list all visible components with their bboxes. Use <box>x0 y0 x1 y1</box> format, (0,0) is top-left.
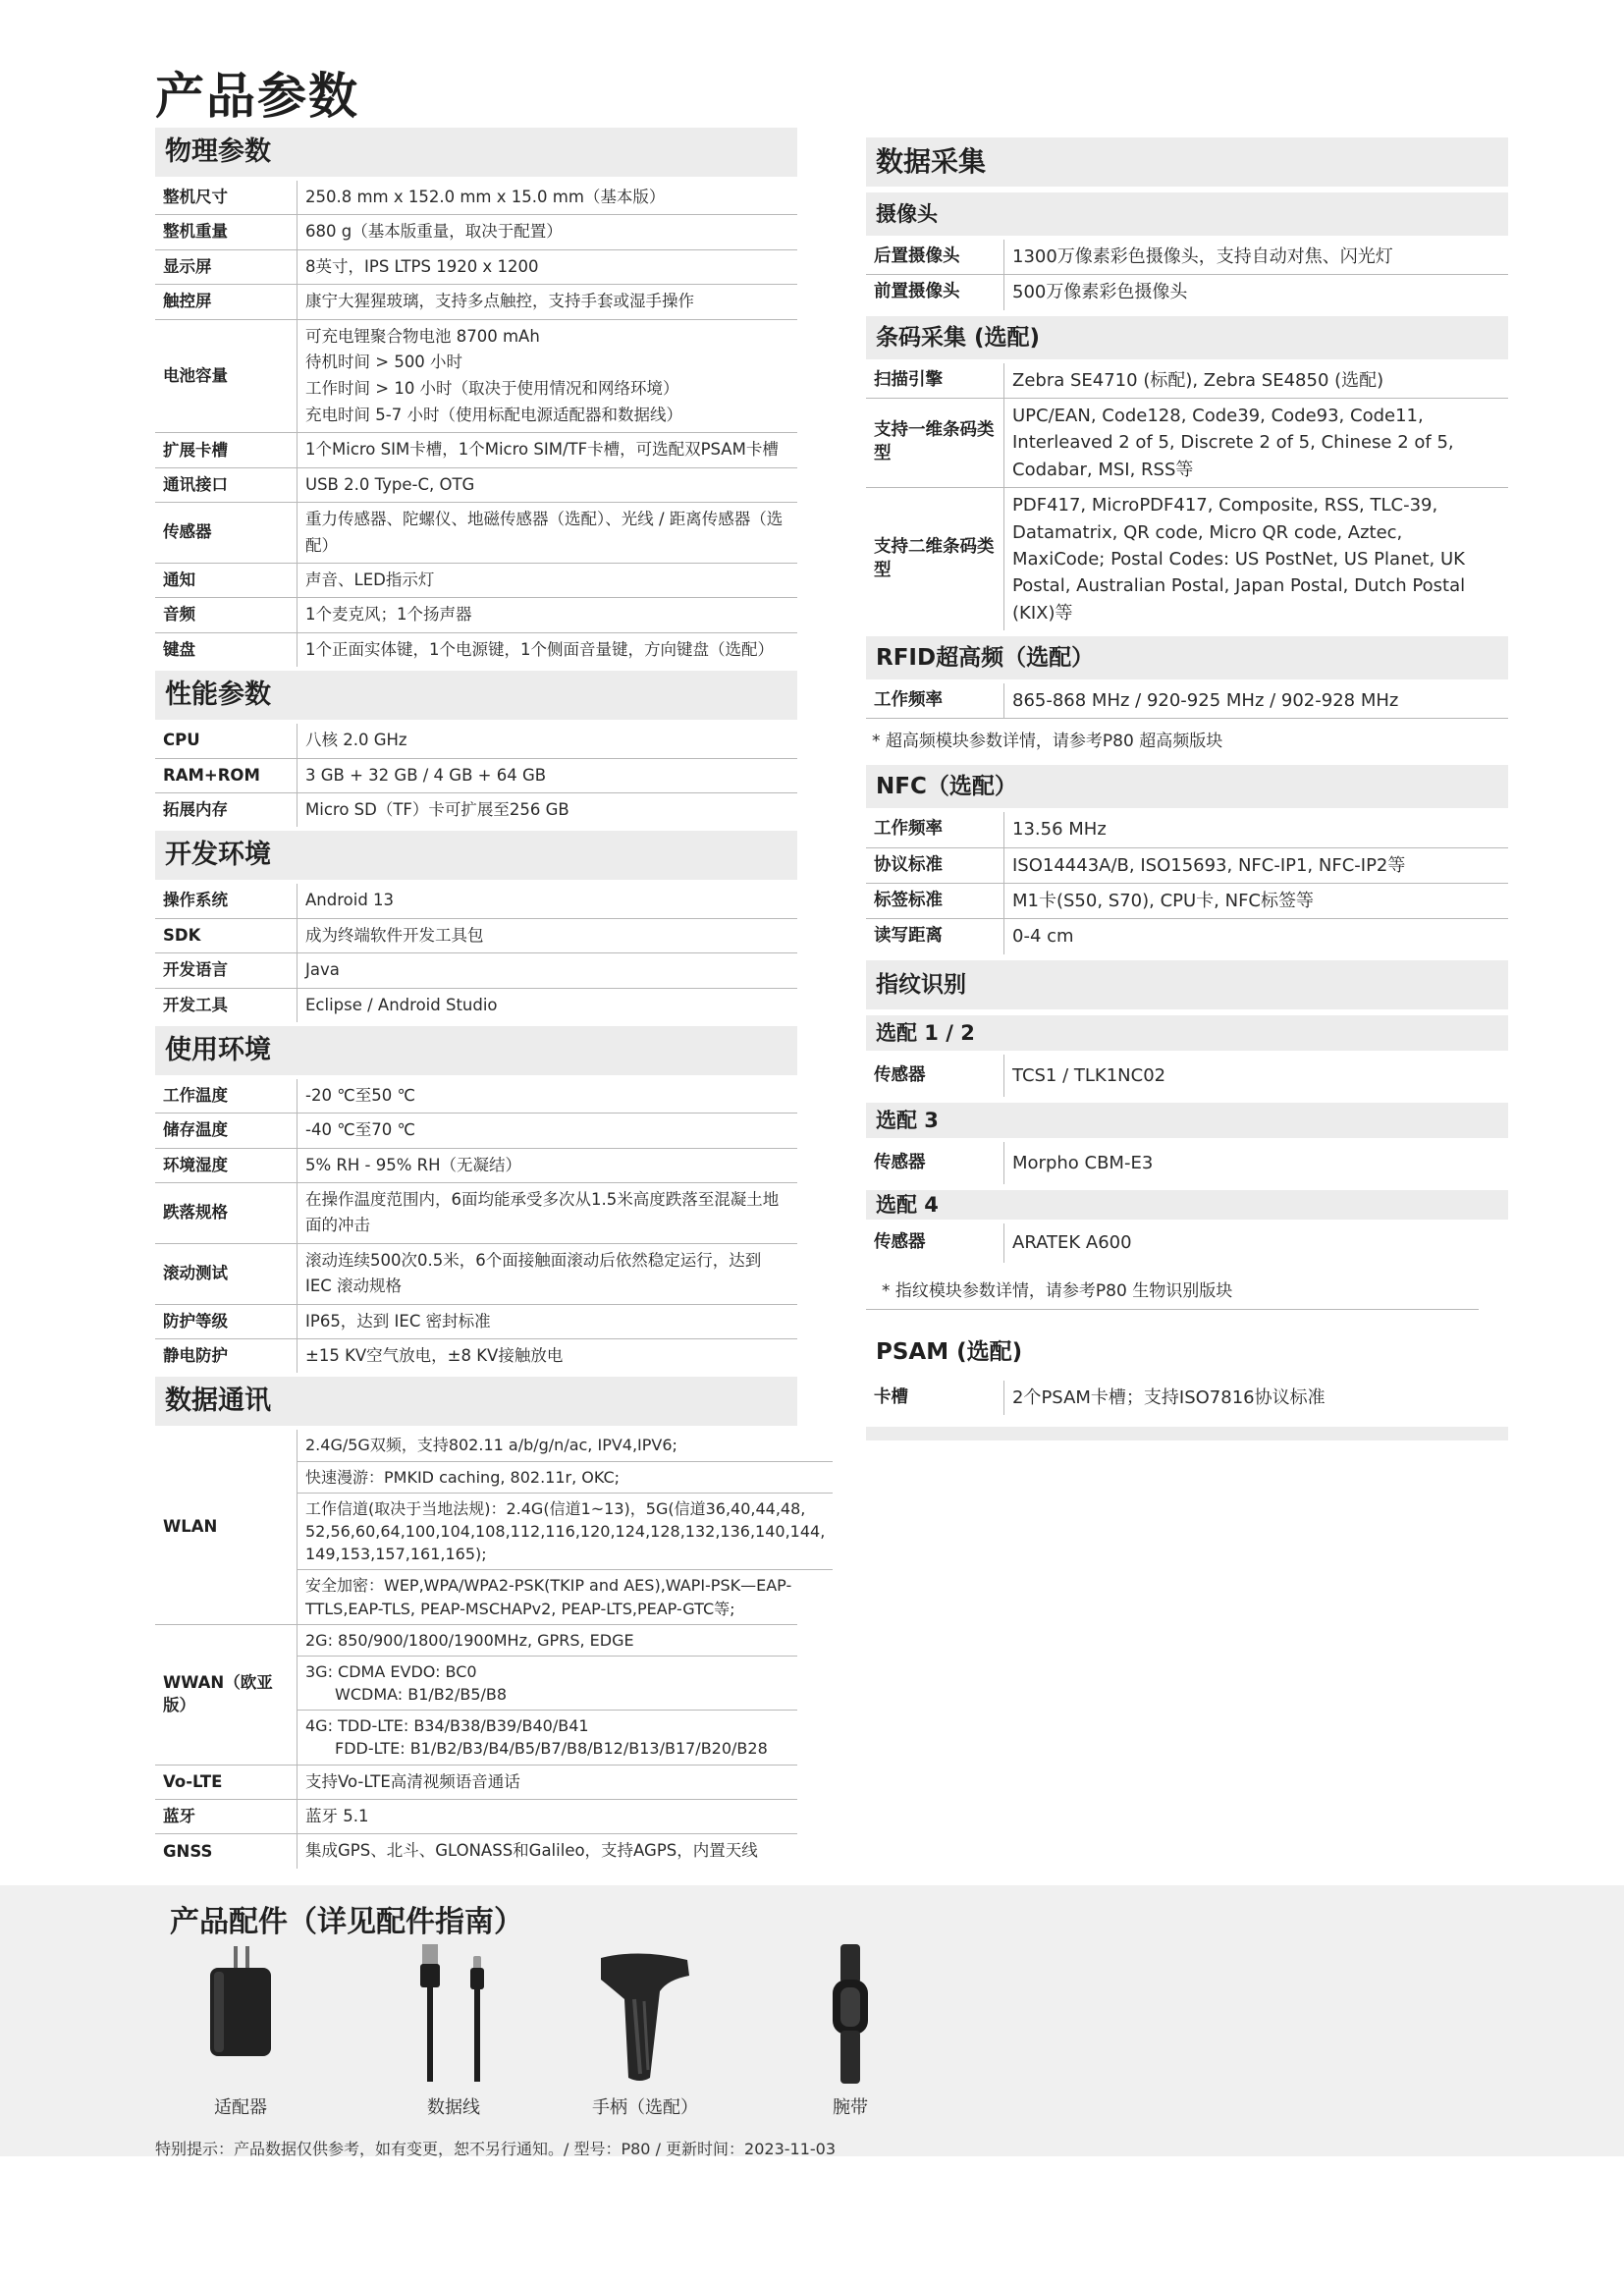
spec-row <box>866 683 1508 719</box>
left-column <box>155 128 826 1869</box>
physical-table <box>155 181 797 667</box>
accessory-label: 数据线 <box>427 2097 480 2118</box>
cable-icon <box>395 1940 513 2088</box>
spec-row <box>155 285 797 319</box>
spec-value: 集成GPS、北斗、GLONASS和Galileo，支持AGPS，内置天线 <box>305 1841 758 1861</box>
spec-value: 865-868 MHz / 920-925 MHz / 902-928 MHz <box>1012 689 1399 711</box>
spec-value: 0-4 cm <box>1012 926 1074 948</box>
spec-value: Eclipse / Android Studio <box>305 995 498 1014</box>
spec-row <box>155 989 797 1022</box>
spec-row <box>155 1114 797 1148</box>
spec-row <box>155 250 797 285</box>
spec-row <box>866 240 1508 275</box>
spec-value: 1个麦克风；1个扬声器 <box>305 605 472 625</box>
wwan-4g-line: 4G: TDD-LTE: B34/B38/B39/B40/B41 <box>305 1716 589 1736</box>
spec-value: 1个正面实体键，1个电源键，1个侧面音量键，方向键盘（选配） <box>305 639 774 659</box>
barcode-heading: 条码采集 (选配) <box>866 316 1508 359</box>
spec-row <box>155 215 797 249</box>
spec-value: IP65，达到 IEC 密封标准 <box>305 1311 491 1331</box>
spec-label: 电池容量 <box>155 320 298 433</box>
spec-row <box>155 724 797 758</box>
section-devenv-heading: 开发环境 <box>155 831 797 880</box>
spec-value: 2个PSAM卡槽；支持ISO7816协议标准 <box>1012 1386 1326 1408</box>
spec-label: 滚动测试 <box>155 1244 298 1304</box>
spec-label: 整机尺寸 <box>155 181 298 214</box>
section-end-bar <box>866 1427 1508 1440</box>
spec-row <box>155 1339 797 1373</box>
accessory-adapter <box>157 1940 324 2119</box>
spec-value: 八核 2.0 GHz <box>305 731 407 750</box>
spec-value: 1300万像素彩色摄像头，支持自动对焦、闪光灯 <box>1012 246 1393 267</box>
spec-label: 后置摄像头 <box>866 240 1004 274</box>
spec-value: 康宁大猩猩玻璃，支持多点触控，支持手套或湿手操作 <box>305 292 694 311</box>
spec-label: 标签标准 <box>866 884 1004 918</box>
spec-row <box>155 503 797 564</box>
spec-row <box>155 1079 797 1114</box>
spec-label: 开发语言 <box>155 953 298 987</box>
spec-row <box>155 1183 797 1244</box>
spec-label: 蓝牙 <box>155 1800 298 1833</box>
spec-value: Java <box>305 960 340 980</box>
right-column <box>866 137 1508 1440</box>
spec-row <box>155 919 797 953</box>
battery-line: 待机时间 > 500 小时 <box>305 353 463 372</box>
spec-label: 支持一维条码类型 <box>866 399 1004 487</box>
accessory-wristband <box>767 1940 934 2119</box>
spec-label: 整机重量 <box>155 215 298 248</box>
spec-value: Micro SD（TF）卡可扩展至256 GB <box>305 799 569 819</box>
spec-row-wwan <box>155 1625 797 1766</box>
spec-value: Morpho CBM-E3 <box>1012 1153 1154 1174</box>
spec-label: RAM+ROM <box>155 759 298 792</box>
accessory-cable <box>370 1940 537 2119</box>
spec-value: 3 GB + 32 GB / 4 GB + 64 GB <box>305 765 547 785</box>
spec-value <box>298 320 797 433</box>
spec-value: 声音、LED指示灯 <box>305 570 435 589</box>
spec-value: 滚动连续500次0.5米，6个面接触面滚动后依然稳定运行，达到 IEC 滚动规格 <box>305 1250 762 1296</box>
wlan-part: 快速漫游：PMKID caching, 802.11r, OKC; <box>298 1462 833 1494</box>
battery-line: 工作时间 > 10 小时（取决于使用情况和网络环境） <box>305 379 679 398</box>
spec-label: 读写距离 <box>866 919 1004 953</box>
spec-row <box>866 1223 1508 1262</box>
spec-label: 卡槽 <box>866 1381 1004 1415</box>
section-capture-heading: 数据采集 <box>866 137 1508 187</box>
spec-label: 工作频率 <box>866 812 1004 846</box>
spec-row <box>866 1381 1508 1415</box>
spec-row <box>155 564 797 598</box>
spec-value: -40 ℃至70 ℃ <box>305 1120 415 1140</box>
spec-label: 储存温度 <box>155 1114 298 1147</box>
spec-value: 重力传感器、陀螺仪、地磁传感器（选配）、光线 / 距离传感器（选配） <box>305 510 784 555</box>
spec-label: 协议标准 <box>866 848 1004 883</box>
spec-label: 跌落规格 <box>155 1183 298 1243</box>
spec-label: 音频 <box>155 598 298 631</box>
spec-value: 在操作温度范围内，6面均能承受多次从1.5米高度跌落至混凝土地面的冲击 <box>305 1190 780 1235</box>
spec-value: 支持Vo-LTE高清视频语音通话 <box>305 1771 520 1791</box>
comms-table <box>155 1430 826 1868</box>
spec-value: 13.56 MHz <box>1012 819 1107 841</box>
accessory-label: 腕带 <box>833 2097 868 2118</box>
page-title: 产品参数 <box>155 68 359 125</box>
battery-line: 可充电锂聚合物电池 8700 mAh <box>305 326 540 346</box>
wwan-part <box>298 1711 797 1764</box>
spec-row <box>155 1244 797 1305</box>
spec-row <box>866 275 1508 309</box>
devenv-table <box>155 884 797 1022</box>
spec-row <box>155 1149 797 1183</box>
battery-line: 充电时间 5-7 小时（使用标配电源适配器和数据线） <box>305 405 682 424</box>
rfid-heading: RFID超高频（选配） <box>866 636 1508 679</box>
spec-value: ±15 KV空气放电，±8 KV接触放电 <box>305 1346 564 1366</box>
spec-label: GNSS <box>155 1834 298 1868</box>
spec-row <box>155 1766 797 1800</box>
spec-row <box>155 1305 797 1339</box>
section-performance-heading: 性能参数 <box>155 671 797 720</box>
spec-value: 250.8 mm x 152.0 mm x 15.0 mm（基本版） <box>305 188 666 206</box>
spec-value: ARATEK A600 <box>1012 1232 1132 1254</box>
spec-row <box>155 759 797 793</box>
spec-value: -20 ℃至50 ℃ <box>305 1085 415 1105</box>
spec-label: SDK <box>155 919 298 952</box>
spec-value: 680 g（基本版重量，取决于配置） <box>305 222 563 242</box>
spec-value: Android 13 <box>305 891 395 910</box>
spec-label: CPU <box>155 724 298 757</box>
spec-label: 支持二维条码类型 <box>866 488 1004 630</box>
spec-label: 传感器 <box>866 1142 1004 1184</box>
wwan-3g-line: WCDMA: B1/B2/B5/B8 <box>335 1685 508 1705</box>
spec-value: Zebra SE4710 (标配), Zebra SE4850 (选配) <box>1012 369 1384 391</box>
spec-label: 显示屏 <box>155 250 298 284</box>
section-physical-heading: 物理参数 <box>155 128 797 177</box>
fingerprint-heading: 指纹识别 <box>866 960 1508 1009</box>
spec-value: 成为终端软件开发工具包 <box>305 925 484 945</box>
spec-row <box>866 363 1508 399</box>
accessories-title: 产品配件（详见配件指南） <box>170 1905 523 1939</box>
spec-value: UPC/EAN, Code128, Code39, Code93, Code11, Interleaved 2 of 5, Discrete 2 of 5, Chinese 2 of 5, Codabar, MSI, RSS等 <box>1012 406 1454 480</box>
wristband-icon <box>811 1940 890 2088</box>
wwan-3g-line: 3G: CDMA EVDO: BC0 <box>305 1661 477 1681</box>
spec-value: ISO14443A/B, ISO15693, NFC-IP1, NFC-IP2等 <box>1012 854 1406 876</box>
spec-label: 扫描引擎 <box>866 363 1004 398</box>
spec-label: 通知 <box>155 564 298 597</box>
spec-label: 键盘 <box>155 633 298 667</box>
spec-label: 传感器 <box>155 503 298 563</box>
spec-label: 工作频率 <box>866 683 1004 718</box>
spec-label: 触控屏 <box>155 285 298 318</box>
useenv-table <box>155 1079 797 1374</box>
spec-row <box>866 884 1508 919</box>
spec-row <box>866 1055 1508 1097</box>
spec-label: 静电防护 <box>155 1339 298 1373</box>
spec-row-wlan <box>155 1430 826 1624</box>
camera-heading: 摄像头 <box>866 192 1508 236</box>
spec-value: TCS1 / TLK1NC02 <box>1012 1064 1166 1086</box>
performance-table <box>155 724 797 827</box>
spec-value: USB 2.0 Type-C, OTG <box>305 474 475 494</box>
spec-row <box>155 468 797 503</box>
section-comms-heading: 数据通讯 <box>155 1377 797 1426</box>
accessory-label: 适配器 <box>214 2097 267 2118</box>
spec-row <box>155 181 797 215</box>
spec-row <box>866 1142 1508 1184</box>
spec-row <box>866 919 1508 953</box>
spec-label: 前置摄像头 <box>866 275 1004 309</box>
accessory-handle <box>562 1940 729 2119</box>
spec-label: 传感器 <box>866 1223 1004 1262</box>
spec-value: 5% RH - 95% RH（无凝结） <box>305 1155 522 1174</box>
spec-label: 拓展内存 <box>155 793 298 827</box>
wwan-part: 2G: 850/900/1800/1900MHz, GPRS, EDGE <box>298 1625 797 1657</box>
spec-label: 通讯接口 <box>155 468 298 502</box>
fingerprint-option-heading: 选配 3 <box>866 1103 1508 1138</box>
spec-row-battery <box>155 320 797 434</box>
wlan-part: 工作信道(取决于当地法规)：2.4G(信道1~13)，5G(信道36,40,44,48, 52,56,60,64,100,104,108,112,116,120,124,128,132,136,140,144, 149,153,157,161,165); <box>298 1494 833 1571</box>
spec-value: 蓝牙 5.1 <box>305 1807 369 1826</box>
spec-label: WWAN（欧亚版） <box>155 1625 298 1765</box>
spec-value: M1卡(S50, S70), CPU卡, NFC标签等 <box>1012 891 1315 912</box>
spec-row <box>866 488 1508 630</box>
spec-label: 工作温度 <box>155 1079 298 1113</box>
spec-row <box>155 598 797 632</box>
accessory-label: 手柄（选配） <box>592 2097 698 2118</box>
spec-row <box>866 848 1508 884</box>
spec-label: 扩展卡槽 <box>155 433 298 466</box>
wlan-part: 安全加密：WEP,WPA/WPA2-PSK(TKIP and AES),WAPI-PSK—EAP-TTLS,EAP-TLS, PEAP-MSCHAPv2, PEAP-LTS,PEAP-GTC等; <box>305 1576 792 1618</box>
fingerprint-option-heading: 选配 4 <box>866 1190 1508 1220</box>
spec-row <box>155 1834 797 1868</box>
spec-row <box>866 399 1508 488</box>
wwan-4g-line: FDD-LTE: B1/B2/B3/B4/B5/B7/B8/B12/B13/B17/B20/B28 <box>335 1739 768 1759</box>
rfid-note: * 超高频模块参数详情，请参考P80 超高频版块 <box>872 732 1223 752</box>
spec-label: 防护等级 <box>155 1305 298 1338</box>
handle-icon <box>581 1940 709 2088</box>
spec-value <box>298 1625 797 1765</box>
spec-value <box>298 1430 833 1623</box>
spec-row <box>155 793 797 827</box>
spec-value: 8英寸，IPS LTPS 1920 x 1200 <box>305 256 539 276</box>
spec-row <box>155 953 797 988</box>
psam-heading: PSAM (选配) <box>866 1328 1508 1377</box>
spec-row <box>866 812 1508 847</box>
fingerprint-note: * 指纹模块参数详情，请参考P80 生物识别版块 <box>866 1269 1479 1310</box>
adapter-icon <box>196 1940 285 2088</box>
footer-note: 特别提示：产品数据仅供参考，如有变更，恕不另行通知。/ 型号：P80 / 更新时间：2023-11-03 <box>155 2140 837 2158</box>
spec-value: 1个Micro SIM卡槽，1个Micro SIM/TF卡槽，可选配双PSAM卡槽 <box>305 440 779 460</box>
spec-label: WLAN <box>155 1430 298 1623</box>
spec-label: 开发工具 <box>155 989 298 1022</box>
spec-value: 500万像素彩色摄像头 <box>1012 282 1188 303</box>
spec-row <box>155 884 797 918</box>
nfc-heading: NFC（选配） <box>866 765 1508 808</box>
spec-label: 操作系统 <box>155 884 298 917</box>
spec-label: 环境湿度 <box>155 1149 298 1182</box>
spec-label: Vo-LTE <box>155 1766 298 1799</box>
spec-row <box>155 633 797 667</box>
spec-row <box>155 433 797 467</box>
spec-value: PDF417, MicroPDF417, Composite, RSS, TLC-39, Datamatrix, QR code, Micro QR code, Aztec, MaxiCode; Postal Codes: US PostNet, US Planet, UK Postal, Australian Postal, Japan Postal, Dutch Postal (KIX)等 <box>1012 495 1466 624</box>
section-useenv-heading: 使用环境 <box>155 1026 797 1075</box>
spec-row <box>155 1800 797 1834</box>
wlan-part: 2.4G/5G双频，支持802.11 a/b/g/n/ac, IPV4,IPV6; <box>298 1430 833 1461</box>
spec-label: 传感器 <box>866 1055 1004 1097</box>
fingerprint-option-heading: 选配 1 / 2 <box>866 1015 1508 1051</box>
wwan-part <box>298 1657 797 1711</box>
